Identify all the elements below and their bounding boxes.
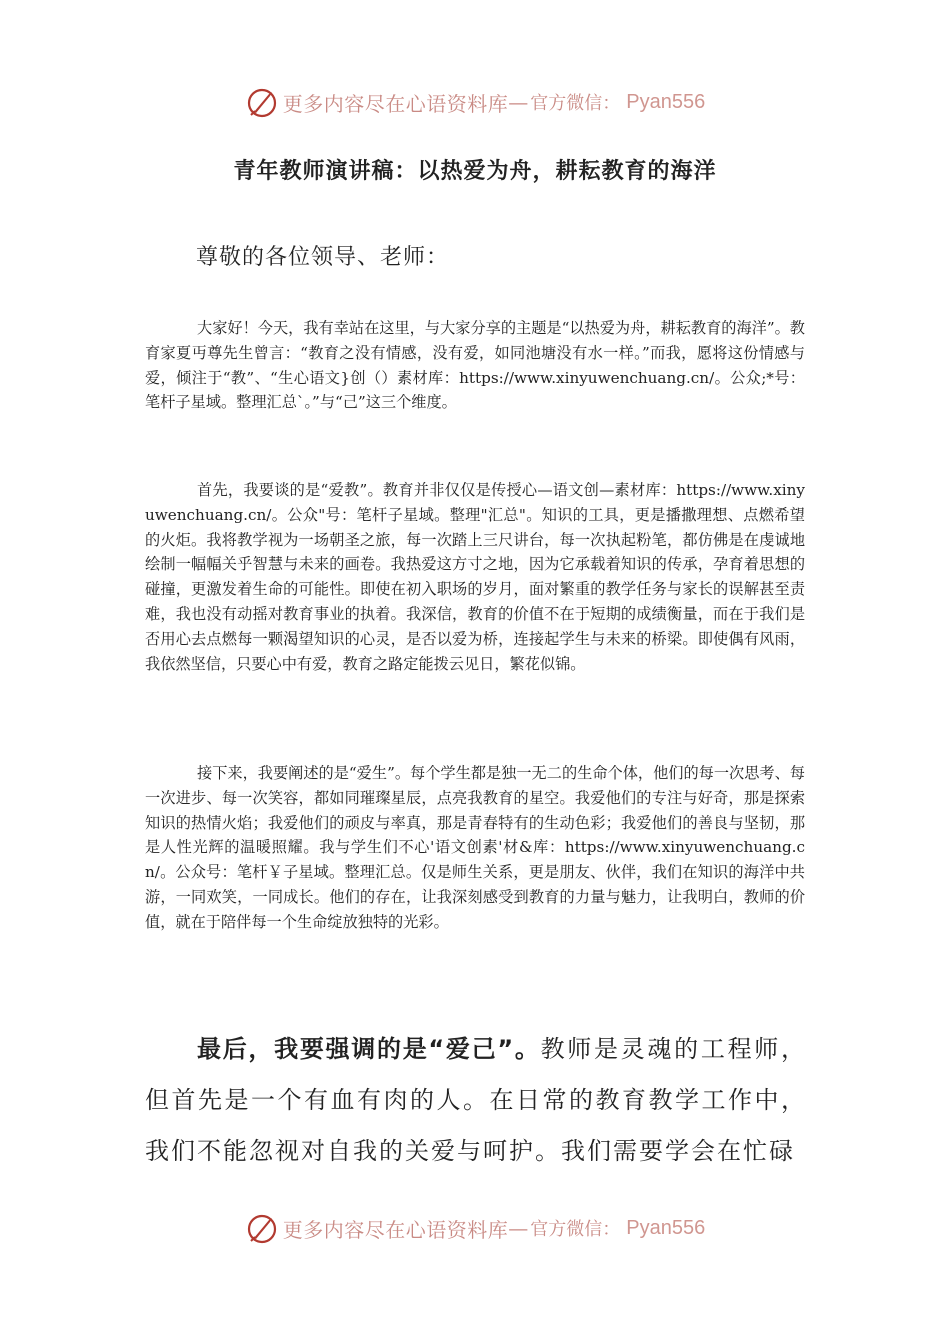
paragraph-love-self — [145, 1024, 807, 1177]
quill-logo-icon — [245, 1211, 279, 1245]
header-banner — [0, 82, 950, 122]
banner-label: 官方微信： — [530, 93, 621, 114]
banner-handle: Pyan556 — [626, 90, 706, 113]
paragraph-love-teaching: 首先，我要谈的是“爱教”。教育并非仅仅是传授心—语文创—素材库：https://www.xinyuwenchuang.cn/。公众"号：笔杆子星域。整理"汇总"。知识的工具，更是播撒理想、点燃希望的火炬。我将教学视为一场朝圣之旅，每一次踏上三尺讲台，每一次执起粉笔，都仿佛是在虔诚地绘制一幅幅关乎智慧与未来的画卷。我热爱这方寸之地，因为它承载着知识的传承，孕育着思想的碰撞，更激发着生命的可能性。即使在初入职场的岁月，面对繁重的教学任务与家长的误解甚至责难，我也没有动摇对教育事业的执着。我深信，教育的价值不在于短期的成绩衡量，而在于我们是否用心去点燃每一颗渴望知识的心灵，是否以爱为桥，连接起学生与未来的桥梁。即使偶有风雨，我依然坚信，只要心中有爱，教育之路定能拨云见日，繁花似锦。 — [145, 481, 805, 673]
banner-brand: 更多内容尽在心语资料库 — [282, 1217, 509, 1242]
quill-logo-icon — [245, 85, 279, 119]
banner-brand: 更多内容尽在心语资料库 — [282, 91, 509, 116]
banner-dash: — — [508, 90, 529, 114]
paragraph-love-self-body: 教师是灵魂的工程师，但首先是一个有血有肉的人。在日常的教育教学工作中，我们不能忽视对自我的关爱与呵护。我们需要学会在忙碌 — [145, 1035, 807, 1165]
document-title: 青年教师演讲稿：以热爱为舟，耕耘教育的海洋 — [233, 159, 717, 184]
paragraph-love-students: 接下来，我要阐述的是“爱生”。每个学生都是独一无二的生命个体，他们的每一次思考、每一次进步、每一次笑容，都如同璀璨星辰，点亮我教育的星空。我爱他们的专注与好奇，那是探索知识的热情火焰；我爱他们的顽皮与率真，那是青春特有的生动色彩；我爱他们的善良与坚韧，那是人性光辉的温暖照耀。我与学生们不心'语文创素'材&库：https://www.xinyuwenchuang.cn/。公众号：笔杆￥子星域。整理汇总。仅是师生关系，更是朋友、伙伴，我们在知识的海洋中共游，一同欢笑，一同成长。他们的存在，让我深刻感受到教育的力量与魅力，让我明白，教师的价值，就在于陪伴每一个生命绽放独特的光彩。 — [145, 764, 805, 931]
banner-label: 官方微信： — [530, 1219, 621, 1240]
paragraph-love-self-lead: 最后，我要强调的是“爱己”。 — [197, 1035, 541, 1063]
greeting: 尊敬的各位领导、老师： — [196, 245, 450, 270]
paragraph-intro: 大家好！今天，我有幸站在这里，与大家分享的主题是“以热爱为舟，耕耘教育的海洋”。教育家夏丏尊先生曾言：“教育之没有情感，没有爱，如同池塘没有水一样。”而我，愿将这份情感与爱，倾注于“教”、“生心语文}创（）素材库：https://www.xinyuwenchuang.cn/。公众;*号：笔杆子星域。整理汇总`。”与“己”这三个维度。 — [145, 319, 805, 412]
banner-handle: Pyan556 — [626, 1216, 706, 1239]
footer-banner — [0, 1208, 950, 1248]
banner-dash: — — [508, 1216, 529, 1240]
